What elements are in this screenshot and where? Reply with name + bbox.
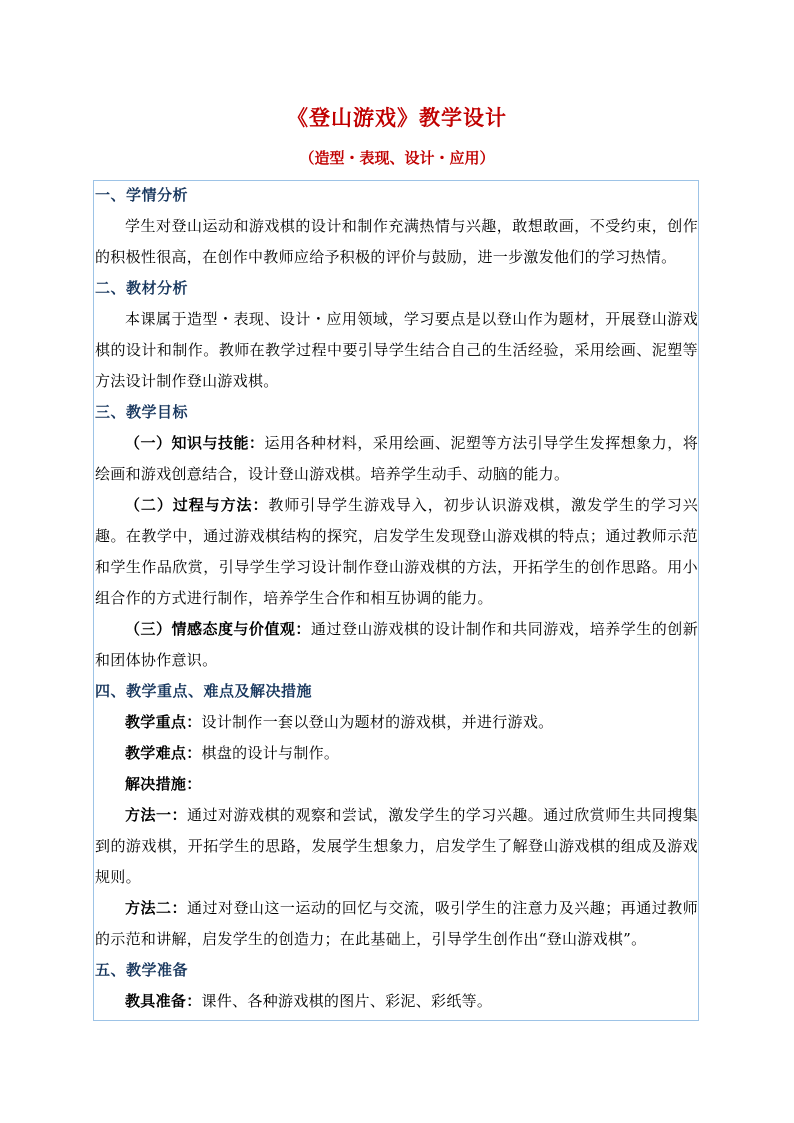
method-one-label: 方法一： xyxy=(125,806,187,824)
key-point xyxy=(94,707,698,738)
key-point-label: 教学重点： xyxy=(125,713,202,731)
difficulty-point xyxy=(94,738,698,769)
teaching-tools xyxy=(94,986,698,1017)
method-one xyxy=(94,800,698,893)
measures xyxy=(94,769,698,800)
document-subtitle: （造型・表现、设计・应用） xyxy=(299,149,495,167)
section-heading-learner-analysis: 一、学情分析 xyxy=(95,186,189,204)
section-heading-key-points: 四、教学重点、难点及解决措施 xyxy=(95,682,313,700)
goal-process-methods-text: 教师引导学生游戏导入，初步认识游戏棋，激发学生的学习兴趣。在教学中，通过游戏棋结构的探究，启发学生发现登山游戏棋的特点；通过教师示范和学生作品欣赏，引导学生学习设计制作登山游戏棋的方法，开拓学生的创作思路。用小组合作的方式进行制作，培养学生合作和相互协调的能力。 xyxy=(95,496,698,607)
goal-knowledge-skills-text: 运用各种材料，采用绘画、泥塑等方法引导学生发挥想象力，将绘画和游戏创意结合，设计登山游戏棋。培养学生动手、动脑的能力。 xyxy=(95,434,699,483)
goal-emotion-values-label: （三）情感态度与价值观： xyxy=(125,620,311,638)
teaching-tools-label: 教具准备： xyxy=(125,992,202,1010)
method-two xyxy=(94,893,698,955)
key-point-text: 设计制作一套以登山为题材的游戏棋，并进行游戏。 xyxy=(201,713,554,731)
difficulty-point-label: 教学难点： xyxy=(125,744,202,762)
measures-label: 解决措施： xyxy=(125,775,202,793)
goal-process-methods xyxy=(94,490,698,614)
method-one-text: 通过对游戏棋的观察和尝试，激发学生的学习兴趣。通过欣赏师生共同搜集到的游戏棋，开拓学生的思路，发展学生想象力，启发学生了解登山游戏棋的组成及游戏规则。 xyxy=(95,806,698,886)
goal-emotion-values-text: 通过登山游戏棋的设计制作和共同游戏，培养学生的创新和团体协作意识。 xyxy=(95,620,698,669)
method-two-text: 通过对登山这一运动的回忆与交流，吸引学生的注意力及兴趣；再通过教师的示范和讲解，启发学生的创造力；在此基础上，引导学生创作出“登山游戏棋”。 xyxy=(95,899,698,948)
learner-analysis-paragraph: 学生对登山运动和游戏棋的设计和制作充满热情与兴趣，敢想敢画，不受约束，创作的积极性很高，在创作中教师应给予积极的评价与鼓励，进一步激发他们的学习热情。 xyxy=(95,217,698,266)
content-area xyxy=(94,180,698,1017)
difficulty-point-text: 棋盘的设计与制作。 xyxy=(201,744,340,762)
teaching-tools-text: 课件、各种游戏棋的图片、彩泥、彩纸等。 xyxy=(201,992,493,1010)
material-analysis-paragraph: 本课属于造型・表现、设计・应用领域，学习要点是以登山作为题材，开展登山游戏棋的设计和制作。教师在教学过程中要引导学生结合自己的生活经验，采用绘画、泥塑等方法设计制作登山游戏棋。 xyxy=(95,310,698,390)
goal-knowledge-skills xyxy=(94,428,698,490)
method-two-label: 方法二： xyxy=(125,899,187,917)
section-heading-teaching-goals: 三、教学目标 xyxy=(95,403,189,421)
goal-knowledge-skills-label: （一）知识与技能： xyxy=(125,434,265,452)
goal-process-methods-label: （二）过程与方法： xyxy=(125,496,269,514)
document-title: 《登山游戏》教学设计 xyxy=(287,105,507,130)
section-heading-preparation: 五、教学准备 xyxy=(95,961,189,979)
section-heading-material-analysis: 二、教材分析 xyxy=(95,279,189,297)
goal-emotion-values xyxy=(94,614,698,676)
